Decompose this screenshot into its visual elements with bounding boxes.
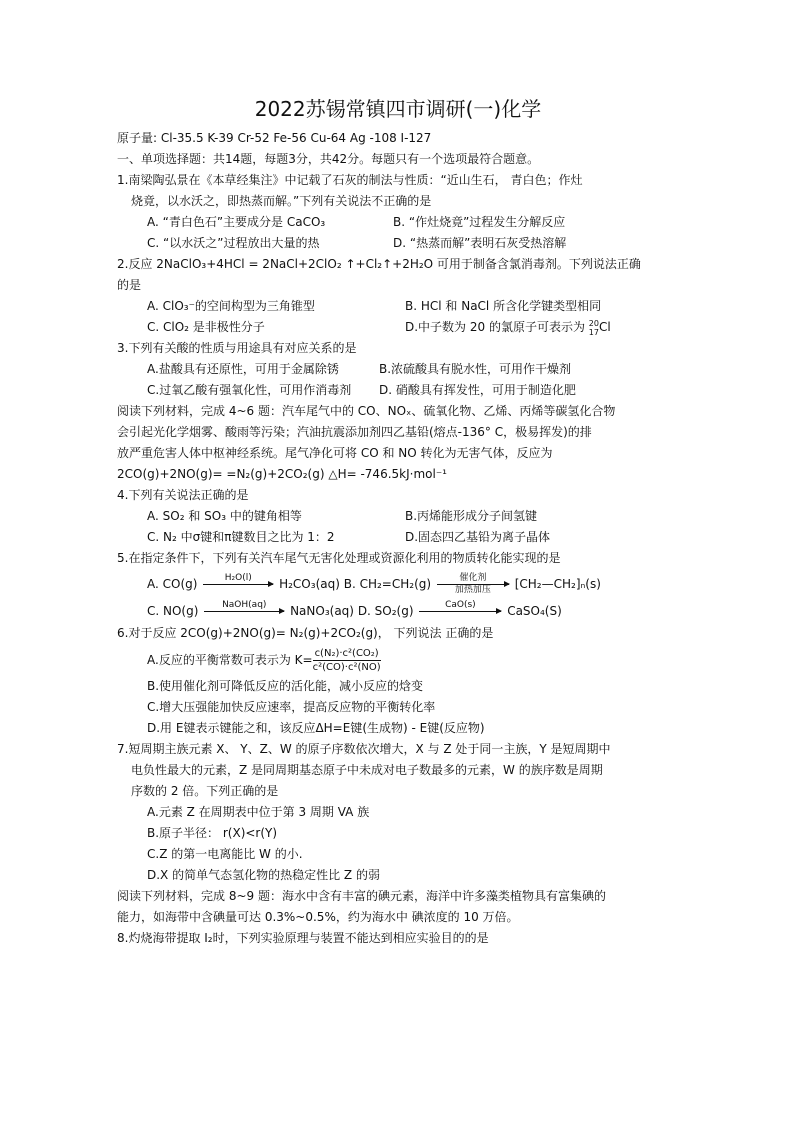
q1-stem-cont: 烧竟，以水沃之，即热蒸而解。”下列有关说法不正确的是 (131, 194, 432, 208)
q7-option-d: D.X 的简单气态氢化物的热稳定性比 Z 的弱 (147, 868, 380, 882)
page-title: 2022苏锡常镇四市调研(一)化学 (254, 97, 542, 121)
q7-stem: 7.短周期主族元素 X、 Y、Z、W 的原子序数依次增大，X 与 Z 处于同一主族，Y 是短周期中 (117, 742, 611, 756)
q2-stem-cont: 的是 (117, 278, 142, 292)
q5-c-arrow: NaOH(aq) (204, 600, 284, 623)
q1-option-c: C. “以水沃之”过程放出大量的热 (147, 236, 320, 250)
q4-options-row1 (117, 506, 679, 527)
reading1-line4: 2CO(g)+2NO(g)= =N₂(g)+2CO₂(g) △H= -746.5kJ·mol⁻¹ (117, 467, 447, 481)
q5-b-arrow: 催化剂 加热加压 (437, 573, 509, 596)
q1-option-d: D. “热蒸而解”表明石灰受热溶解 (393, 236, 567, 250)
q3-option-c: C.过氧乙酸有强氧化性，可用作消毒剂 (147, 383, 352, 397)
q6-option-a: A.反应的平衡常数可表示为 K= $\frac{\text{c(N₂)·c²(CO₂)}}{\text{c²(CO)·c²(NO)}}$ (147, 648, 381, 673)
q4-options-row2 (117, 527, 679, 548)
q3-options-row2 (117, 380, 679, 401)
q2-option-a: A. ClO₃⁻的空间构型为三角锥型 (147, 299, 315, 313)
q2-option-c: C. ClO₂ 是非极性分子 (147, 320, 265, 334)
q5-option-d: D. SO₂(g) CaO(s) CaSO₄(S) (358, 604, 562, 618)
q3-options-row1 (117, 359, 679, 380)
q2-options-row2 (117, 317, 679, 338)
q2-atomic-number: 17 (588, 327, 599, 337)
q7-stem-cont1: 电负性最大的元素，Z 是同周期基态原子中未成对电子数最多的元素，W 的族序数是周期 (131, 763, 603, 777)
q2-options-row1 (117, 296, 679, 317)
q3-option-b: B.浓硫酸具有脱水性，可用作干燥剂 (379, 362, 572, 376)
q7-option-a: A.元素 Z 在周期表中位于第 3 周期 VA 族 (147, 805, 370, 819)
q5-options-row1 (117, 573, 679, 596)
q6-k-fraction: $\frac{\text{c(N₂)·c²(CO₂)}}{\text{c²(CO)·c²(NO)}}$ (312, 648, 381, 673)
q5-options-row2 (117, 600, 679, 623)
q6-option-d: D.用 E键表示键能之和，该反应ΔH=E键(生成物) - E键(反应物) (147, 721, 485, 735)
section-heading: 一、单项选择题：共14题，每题3分，共42分。每题只有一个选项最符合题意。 (117, 152, 540, 166)
q1-options-row2 (117, 233, 679, 254)
q3-option-a: A.盐酸具有还原性，可用于金属除锈 (147, 362, 339, 376)
q5-a-arrow: H₂O(l) (203, 573, 273, 596)
q2-option-d: D.中子数为 20 的氯原子可表示为 20 17 Cl (405, 318, 611, 337)
q5-option-a: A. CO(g) H₂O(l) H₂CO₃(aq) (147, 577, 344, 591)
q5-d-arrow: CaO(s) (419, 600, 501, 623)
q1-option-a: A. “青白色石”主要成分是 CaCO₃ (147, 215, 326, 229)
reading2-line1: 阅读下列材料，完成 8~9 题：海水中含有丰富的碘元素，海洋中许多藻类植物具有富集碘的 (117, 889, 606, 903)
q4-option-d: D.固态四乙基铅为离子晶体 (405, 530, 551, 544)
q5-option-c: C. NO(g) NaOH(aq) NaNO₃(aq) (147, 604, 358, 618)
q4-option-b: B.丙烯能形成分子间氢键 (405, 509, 538, 523)
reading1-line1: 阅读下列材料，完成 4~6 题：汽车尾气中的 CO、NOₓ、硫氧化物、乙烯、丙烯等碳氢化合物 (117, 404, 616, 418)
q1-stem: 1.南梁陶弘景在《本草经集注》中记载了石灰的制法与性质：“近山生石， 青白色；作灶 (117, 173, 583, 187)
exam-page (117, 96, 679, 949)
q6-option-c: C.增大压强能加快反应速率，提高反应物的平衡转化率 (147, 700, 436, 714)
reading2-line2: 能力，如海带中含碘量可达 0.3%~0.5%，约为海水中 碘浓度的 10 万倍。 (117, 910, 519, 924)
q4-option-c: C. N₂ 中σ键和π键数目之比为 1：2 (147, 530, 335, 544)
q5-option-b: B. CH₂=CH₂(g) 催化剂 加热加压 [CH₂—CH₂]ₙ(s) (343, 573, 601, 595)
q1-option-b: B. “作灶烧竟”过程发生分解反应 (393, 215, 566, 229)
q2-mass-number: 20 (588, 318, 599, 328)
q7-stem-cont2: 序数的 2 倍。下列正确的是 (131, 784, 279, 798)
reading1-line3: 放严重危害人体中枢神经系统。尾气净化可将 CO 和 NO 转化为无害气体，反应为 (117, 446, 553, 460)
q7-option-b: B.原子半径： r(X)<r(Y) (147, 826, 278, 840)
q4-stem: 4.下列有关说法正确的是 (117, 488, 249, 502)
q1-options-row1 (117, 212, 679, 233)
reading1-line2: 会引起光化学烟雾、酸雨等污染；汽油抗震添加剂四乙基铅(熔点-136° C，极易挥发)的排 (117, 425, 592, 439)
q2-stem: 2.反应 2NaClO₃+4HCl = 2NaCl+2ClO₂ ↑+Cl₂↑+2H₂O 可用于制备含氯消毒剂。下列说法正确 (117, 257, 641, 271)
q5-stem: 5.在指定条件下，下列有关汽车尾气无害化处理或资源化利用的物质转化能实现的是 (117, 551, 561, 565)
q8-stem: 8.灼烧海带提取 I₂时，下列实验原理与装置不能达到相应实验目的的是 (117, 931, 489, 945)
q6-stem: 6.对于反应 2CO(g)+2NO(g)= N₂(g)+2CO₂(g)， 下列说法 正确的是 (117, 626, 494, 640)
q7-option-c: C.Z 的第一电离能比 W 的小. (147, 847, 303, 861)
q3-stem: 3.下列有关酸的性质与用途具有对应关系的是 (117, 341, 357, 355)
q6-option-b: B.使用催化剂可降低反应的活化能，减小反应的焓变 (147, 679, 424, 693)
atomic-mass-line: 原子量: Cl-35.5 K-39 Cr-52 Fe-56 Cu-64 Ag -108 I-127 (117, 131, 432, 145)
q2-option-b: B. HCl 和 NaCl 所含化学键类型相同 (405, 299, 602, 313)
q3-option-d: D. 硝酸具有挥发性，可用于制造化肥 (379, 383, 576, 397)
q4-option-a: A. SO₂ 和 SO₃ 中的键角相等 (147, 509, 302, 523)
